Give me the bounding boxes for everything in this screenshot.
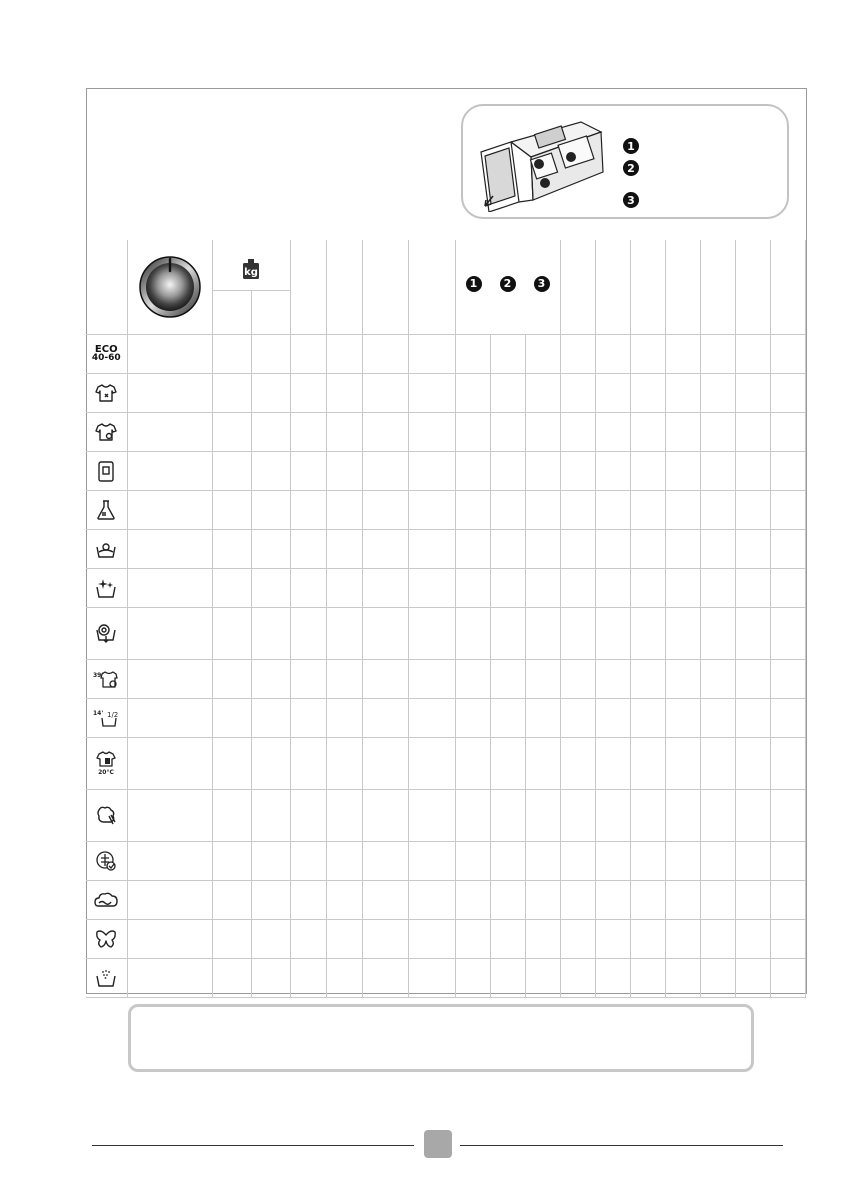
synthetic-shirt-icon xyxy=(95,422,117,442)
table-row xyxy=(86,659,805,698)
legend-item-3 xyxy=(623,192,643,212)
cotton-shirt-icon xyxy=(95,383,117,403)
cold-20c-icon xyxy=(94,750,118,776)
table-row xyxy=(86,958,805,997)
hand-wash-icon xyxy=(95,804,117,826)
svg-text:20°C: 20°C xyxy=(98,769,115,776)
table-row xyxy=(86,529,805,568)
legend-item-1 xyxy=(623,138,643,158)
detergent-drawer-icon xyxy=(471,112,611,212)
table-row xyxy=(86,412,805,451)
duvet-cloud-icon xyxy=(94,890,118,910)
table-row xyxy=(86,373,805,412)
note-box xyxy=(128,1004,754,1072)
rapid-14-half-icon xyxy=(93,708,119,728)
table-row xyxy=(86,607,805,659)
compartment-3-badge: 3 xyxy=(623,192,639,208)
mixed-fabric-icon xyxy=(97,460,115,482)
kg-weight-icon xyxy=(241,258,261,280)
table-row xyxy=(86,880,805,919)
footer-rule-left xyxy=(92,1145,414,1146)
footer-rule-right xyxy=(460,1145,783,1146)
table-row xyxy=(86,568,805,607)
table-row xyxy=(86,451,805,490)
delicates-butterfly-icon xyxy=(95,929,117,949)
table-row xyxy=(86,698,805,737)
eco-40-60-icon: ECO 40-60 xyxy=(91,343,121,363)
program-selector-knob-icon xyxy=(138,255,202,319)
header-program-icon-col xyxy=(86,240,127,334)
intensive-sparkle-icon xyxy=(95,577,117,599)
hygiene-flask-icon xyxy=(96,499,116,521)
program-table xyxy=(86,240,806,998)
compartment-2-badge: 2 xyxy=(623,160,639,176)
table-row xyxy=(86,490,805,529)
drain-spin-icon xyxy=(95,968,117,988)
table-header-row-1 xyxy=(86,240,805,290)
header-compartment-1-badge: 1 xyxy=(466,276,482,292)
allergy-care-icon xyxy=(95,850,117,872)
svg-text:14': 14' xyxy=(93,709,104,717)
table-row xyxy=(86,919,805,958)
svg-text:1/2: 1/2 xyxy=(107,710,119,719)
header-compartment-2-badge: 2 xyxy=(500,276,516,292)
table-row xyxy=(86,789,805,841)
detergent-drawer-panel xyxy=(461,104,789,219)
table-row xyxy=(86,841,805,880)
compartment-1-badge: 1 xyxy=(623,138,639,154)
header-knob-cell xyxy=(127,240,212,334)
rinse-spin-icon xyxy=(95,622,117,644)
legend-item-2 xyxy=(623,160,643,180)
svg-text:39': 39' xyxy=(93,671,104,679)
table-row xyxy=(86,737,805,789)
weight-unit-label: kg xyxy=(244,266,258,278)
baby-care-icon xyxy=(95,539,117,559)
table-row xyxy=(86,334,805,373)
page-number-badge xyxy=(424,1130,452,1158)
header-weight-cell xyxy=(212,240,290,290)
rapid-39-icon xyxy=(93,669,119,689)
header-compartments-cell xyxy=(455,240,560,334)
header-compartment-3-badge: 3 xyxy=(534,276,550,292)
